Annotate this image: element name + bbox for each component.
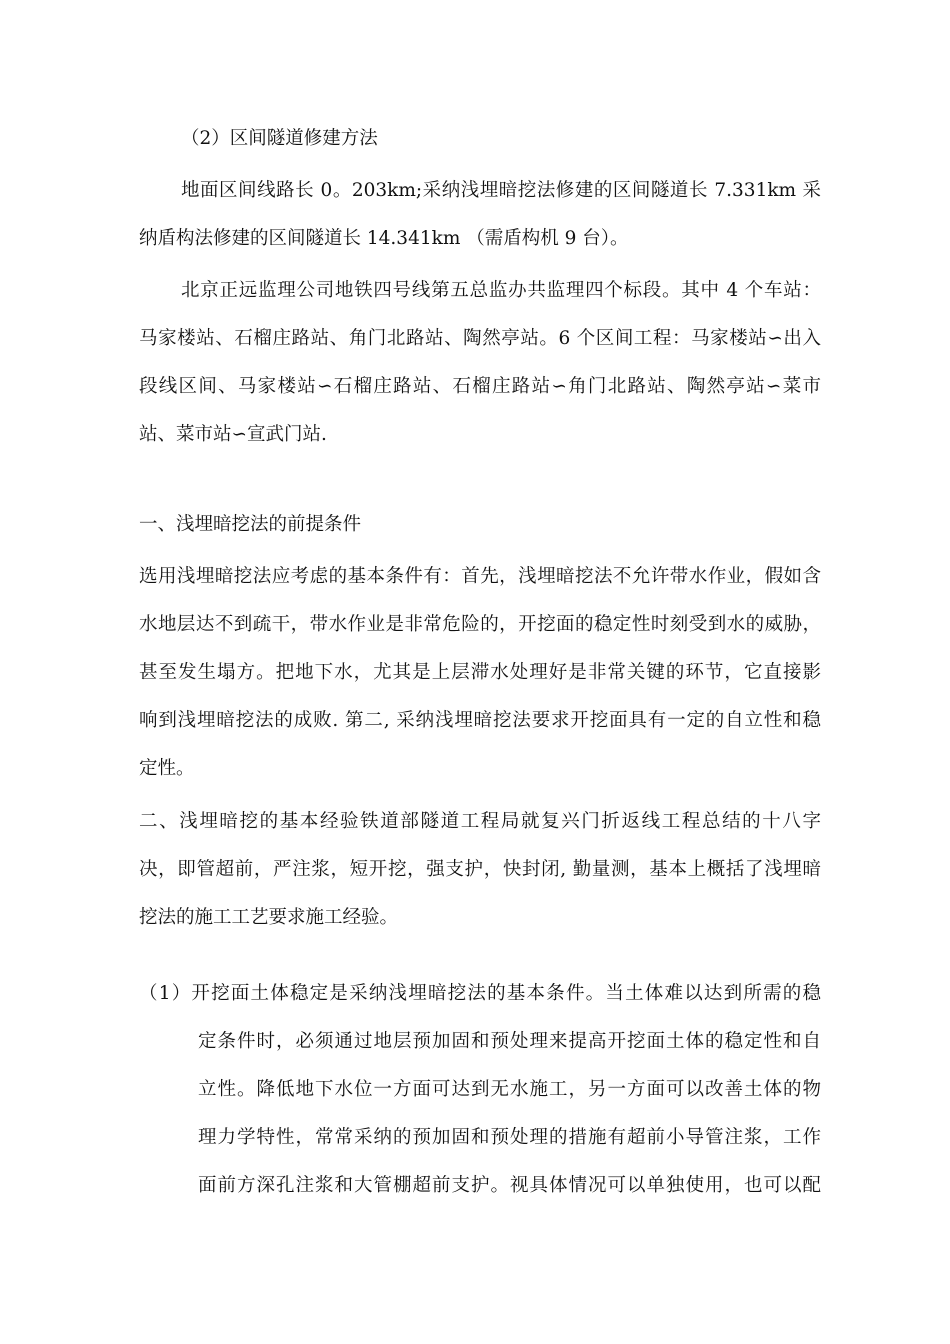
text-line: 面前方深孔注浆和大管棚超前支护。视具体情况可以单独使用，也可以配 [198,1175,821,1196]
paragraph-conditions [139,553,821,793]
text-line: 甚至发生塌方。把地下水，尤其是上层滞水处理好是非常关键的环节，它直接影 [139,662,821,683]
text-line: 北京正远监理公司地铁四号线第五总监办共监理四个标段。其中 4 个车站： [181,280,821,301]
section-heading [139,115,821,163]
text-line: 水地层达不到疏干，带水作业是非常危险的，开挖面的稳定性时刻受到水的威胁， [139,614,821,635]
heading-preconditions [139,501,821,549]
text-line: 段线区间、马家楼站∽石榴庄路站、石榴庄路站∽角门北路站、陶然亭站∽菜市 [139,376,821,397]
paragraph-tunnel-length [139,167,821,263]
text-line: 挖法的施工工艺要求施工经验。 [139,907,399,928]
text-line: 选用浅埋暗挖法应考虑的基本条件有：首先，浅埋暗挖法不允许带水作业，假如含 [139,566,821,587]
text-line: 理力学特性，常常采纳的预加固和预处理的措施有超前小导管注浆，工作 [198,1127,821,1148]
text-line: 二、浅埋暗挖的基本经验铁道部隧道工程局就复兴门折返线工程总结的十八字 [139,811,821,832]
paragraph-stations [139,267,821,459]
text-line: （2）区间隧道修建方法 [181,128,378,149]
text-line: 定性。 [139,758,195,779]
text-line: 立性。降低地下水位一方面可达到无水施工，另一方面可以改善土体的物 [198,1079,821,1100]
text-line: （1）开挖面土体稳定是采纳浅埋暗挖法的基本条件。当土体难以达到所需的稳 [139,983,821,1004]
text-line: 一、浅埋暗挖法的前提条件 [139,514,362,535]
text-line: 定条件时，必须通过地层预加固和预处理来提高开挖面土体的稳定性和自 [198,1031,821,1052]
text-line: 纳盾构法修建的区间隧道长 14.341km （需盾构机 9 台）。 [139,228,629,249]
list-item-1 [139,970,821,1210]
text-line: 马家楼站、石榴庄路站、角门北路站、陶然亭站。6 个区间工程：马家楼站∽出入 [139,328,821,349]
text-line: 站、菜市站∽宣武门站. [139,424,327,445]
text-line: 决，即管超前，严注浆，短开挖，强支护，快封闭, 勤量测，基本上概括了浅埋暗 [139,859,821,880]
text-line: 地面区间线路长 0。203km;采纳浅埋暗挖法修建的区间隧道长 7.331km 采 [181,180,821,201]
text-line: 响到浅埋暗挖法的成败. 第二, 采纳浅埋暗挖法要求开挖面具有一定的自立性和稳 [139,710,821,731]
paragraph-experience [139,798,821,942]
